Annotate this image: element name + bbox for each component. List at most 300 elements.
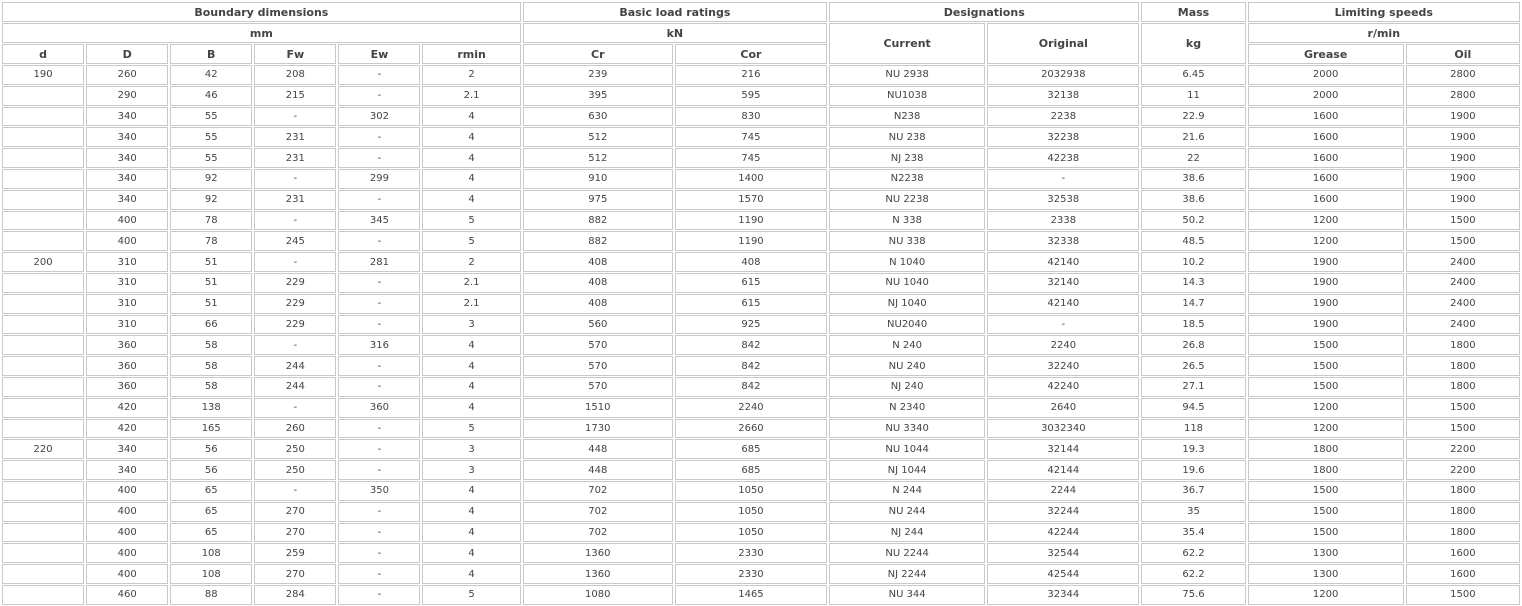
cell-Ew: - (338, 127, 420, 147)
cell-mass: 62.2 (1141, 543, 1245, 563)
cell-Ew: 345 (338, 211, 420, 231)
cell-D: 310 (86, 315, 168, 335)
cell-d: 190 (2, 65, 84, 85)
cell-Cr: 1360 (523, 564, 673, 584)
header-basic-load-ratings: Basic load ratings (523, 2, 827, 22)
cell-d (2, 127, 84, 147)
cell-original: 2238 (987, 107, 1139, 127)
cell-rmin: 4 (422, 169, 520, 189)
cell-original: 3032340 (987, 419, 1139, 439)
table-body (2, 65, 1520, 605)
cell-Cor: 685 (675, 460, 827, 480)
cell-D: 400 (86, 481, 168, 501)
cell-D: 360 (86, 356, 168, 376)
cell-Ew: - (338, 356, 420, 376)
cell-d (2, 273, 84, 293)
col-B: B (170, 44, 252, 64)
cell-rmin: 5 (422, 419, 520, 439)
cell-mass: 38.6 (1141, 169, 1245, 189)
cell-rmin: 2.1 (422, 86, 520, 106)
cell-Cr: 448 (523, 439, 673, 459)
cell-Ew: 350 (338, 481, 420, 501)
table-row (2, 294, 1520, 314)
cell-Cr: 512 (523, 148, 673, 168)
cell-mass: 62.2 (1141, 564, 1245, 584)
cell-current: N 338 (829, 211, 985, 231)
cell-original: 42244 (987, 523, 1139, 543)
table-row (2, 273, 1520, 293)
cell-original: 2032938 (987, 65, 1139, 85)
cell-Ew: - (338, 419, 420, 439)
table-row (2, 211, 1520, 231)
col-original: Original (987, 23, 1139, 64)
cell-Ew: - (338, 585, 420, 605)
cell-Cr: 1510 (523, 398, 673, 418)
cell-Cor: 1190 (675, 211, 827, 231)
cell-mass: 14.7 (1141, 294, 1245, 314)
bearing-spec-table (0, 1, 1522, 606)
col-rmin: rmin (422, 44, 520, 64)
cell-B: 65 (170, 523, 252, 543)
cell-Fw: 215 (254, 86, 336, 106)
cell-Cr: 239 (523, 65, 673, 85)
cell-grease: 1600 (1248, 169, 1404, 189)
cell-Cr: 630 (523, 107, 673, 127)
cell-Cor: 1465 (675, 585, 827, 605)
cell-Fw: 260 (254, 419, 336, 439)
cell-rmin: 4 (422, 377, 520, 397)
cell-current: N 2340 (829, 398, 985, 418)
table-row (2, 419, 1520, 439)
table-row (2, 398, 1520, 418)
cell-B: 108 (170, 543, 252, 563)
cell-grease: 1500 (1248, 377, 1404, 397)
unit-rpm: r/min (1248, 23, 1520, 43)
cell-B: 58 (170, 356, 252, 376)
cell-Cor: 1050 (675, 523, 827, 543)
cell-original: 32538 (987, 190, 1139, 210)
cell-Ew: 316 (338, 335, 420, 355)
cell-original: - (987, 169, 1139, 189)
cell-rmin: 4 (422, 148, 520, 168)
cell-current: N238 (829, 107, 985, 127)
cell-Cor: 2660 (675, 419, 827, 439)
cell-Cr: 702 (523, 481, 673, 501)
cell-rmin: 4 (422, 356, 520, 376)
cell-original: 32338 (987, 231, 1139, 251)
cell-Cor: 685 (675, 439, 827, 459)
cell-B: 66 (170, 315, 252, 335)
cell-d (2, 481, 84, 501)
cell-Cor: 1050 (675, 502, 827, 522)
table-row (2, 543, 1520, 563)
cell-d (2, 190, 84, 210)
table-row (2, 564, 1520, 584)
col-Cor: Cor (675, 44, 827, 64)
table-row (2, 335, 1520, 355)
cell-Cr: 512 (523, 127, 673, 147)
table-row (2, 107, 1520, 127)
cell-mass: 6.45 (1141, 65, 1245, 85)
cell-B: 92 (170, 169, 252, 189)
cell-rmin: 5 (422, 231, 520, 251)
cell-B: 55 (170, 148, 252, 168)
cell-Cr: 882 (523, 211, 673, 231)
cell-rmin: 4 (422, 564, 520, 584)
cell-mass: 26.8 (1141, 335, 1245, 355)
cell-mass: 11 (1141, 86, 1245, 106)
cell-mass: 48.5 (1141, 231, 1245, 251)
table-row (2, 523, 1520, 543)
cell-Cor: 842 (675, 335, 827, 355)
cell-Ew: - (338, 273, 420, 293)
cell-Cor: 1190 (675, 231, 827, 251)
cell-Cr: 408 (523, 294, 673, 314)
cell-original: 32244 (987, 502, 1139, 522)
cell-Cr: 1080 (523, 585, 673, 605)
cell-original: 2244 (987, 481, 1139, 501)
cell-mass: 18.5 (1141, 315, 1245, 335)
cell-original: 32240 (987, 356, 1139, 376)
cell-mass: 38.6 (1141, 190, 1245, 210)
cell-rmin: 4 (422, 107, 520, 127)
cell-oil: 2400 (1406, 315, 1520, 335)
cell-original: - (987, 315, 1139, 335)
cell-Cr: 560 (523, 315, 673, 335)
cell-mass: 50.2 (1141, 211, 1245, 231)
cell-Fw: - (254, 335, 336, 355)
cell-grease: 1500 (1248, 502, 1404, 522)
cell-Cor: 595 (675, 86, 827, 106)
cell-D: 310 (86, 252, 168, 272)
cell-grease: 1600 (1248, 127, 1404, 147)
cell-D: 260 (86, 65, 168, 85)
cell-grease: 1500 (1248, 523, 1404, 543)
cell-grease: 1800 (1248, 439, 1404, 459)
cell-original: 32544 (987, 543, 1139, 563)
cell-mass: 22 (1141, 148, 1245, 168)
cell-Cor: 1050 (675, 481, 827, 501)
table-row (2, 439, 1520, 459)
cell-Fw: - (254, 211, 336, 231)
cell-Ew: - (338, 564, 420, 584)
cell-grease: 1900 (1248, 252, 1404, 272)
cell-d (2, 398, 84, 418)
table-row (2, 460, 1520, 480)
cell-Ew: - (338, 460, 420, 480)
cell-grease: 2000 (1248, 86, 1404, 106)
cell-original: 42544 (987, 564, 1139, 584)
cell-D: 400 (86, 211, 168, 231)
cell-grease: 1600 (1248, 107, 1404, 127)
cell-B: 78 (170, 231, 252, 251)
cell-current: NU 2938 (829, 65, 985, 85)
cell-Ew: - (338, 190, 420, 210)
cell-Cor: 925 (675, 315, 827, 335)
table-row (2, 315, 1520, 335)
cell-d: 220 (2, 439, 84, 459)
cell-Fw: 229 (254, 273, 336, 293)
cell-original: 32344 (987, 585, 1139, 605)
cell-B: 42 (170, 65, 252, 85)
col-Cr: Cr (523, 44, 673, 64)
cell-rmin: 5 (422, 211, 520, 231)
cell-oil: 1800 (1406, 377, 1520, 397)
cell-grease: 1900 (1248, 294, 1404, 314)
cell-d (2, 315, 84, 335)
cell-oil: 1600 (1406, 564, 1520, 584)
cell-Ew: - (338, 543, 420, 563)
cell-rmin: 4 (422, 190, 520, 210)
cell-grease: 1500 (1248, 335, 1404, 355)
cell-current: N2238 (829, 169, 985, 189)
cell-grease: 1300 (1248, 543, 1404, 563)
cell-grease: 1200 (1248, 231, 1404, 251)
cell-Ew: - (338, 65, 420, 85)
cell-B: 51 (170, 273, 252, 293)
cell-d (2, 502, 84, 522)
col-D: D (86, 44, 168, 64)
cell-Cr: 1730 (523, 419, 673, 439)
header-limiting-speeds: Limiting speeds (1248, 2, 1520, 22)
cell-B: 78 (170, 211, 252, 231)
cell-Fw: 270 (254, 564, 336, 584)
cell-Fw: 244 (254, 356, 336, 376)
cell-B: 51 (170, 252, 252, 272)
cell-Fw: 244 (254, 377, 336, 397)
cell-current: NU 2244 (829, 543, 985, 563)
cell-mass: 94.5 (1141, 398, 1245, 418)
cell-Cor: 615 (675, 273, 827, 293)
cell-Cor: 2330 (675, 543, 827, 563)
cell-current: NU 1040 (829, 273, 985, 293)
cell-grease: 1600 (1248, 148, 1404, 168)
cell-d (2, 335, 84, 355)
table-row (2, 231, 1520, 251)
cell-Ew: 299 (338, 169, 420, 189)
cell-Fw: - (254, 252, 336, 272)
cell-Ew: 281 (338, 252, 420, 272)
cell-rmin: 2.1 (422, 294, 520, 314)
cell-rmin: 2 (422, 252, 520, 272)
cell-d: 200 (2, 252, 84, 272)
cell-oil: 2800 (1406, 65, 1520, 85)
cell-mass: 118 (1141, 419, 1245, 439)
cell-Ew: - (338, 315, 420, 335)
cell-d (2, 419, 84, 439)
cell-oil: 1800 (1406, 523, 1520, 543)
cell-D: 340 (86, 148, 168, 168)
cell-Fw: 284 (254, 585, 336, 605)
unit-kg: kg (1141, 23, 1245, 64)
cell-current: NU2040 (829, 315, 985, 335)
cell-B: 55 (170, 127, 252, 147)
cell-grease: 1500 (1248, 356, 1404, 376)
cell-original: 42140 (987, 294, 1139, 314)
cell-d (2, 356, 84, 376)
cell-B: 138 (170, 398, 252, 418)
cell-Fw: 208 (254, 65, 336, 85)
cell-oil: 1900 (1406, 190, 1520, 210)
cell-mass: 35 (1141, 502, 1245, 522)
cell-Cr: 882 (523, 231, 673, 251)
cell-Fw: 231 (254, 148, 336, 168)
cell-rmin: 2 (422, 65, 520, 85)
cell-current: N 244 (829, 481, 985, 501)
cell-original: 2338 (987, 211, 1139, 231)
cell-Ew: - (338, 294, 420, 314)
cell-Ew: - (338, 231, 420, 251)
header-mass: Mass (1141, 2, 1245, 22)
cell-mass: 21.6 (1141, 127, 1245, 147)
cell-Fw: - (254, 481, 336, 501)
cell-oil: 2400 (1406, 252, 1520, 272)
cell-Cor: 408 (675, 252, 827, 272)
cell-oil: 1500 (1406, 231, 1520, 251)
cell-rmin: 4 (422, 543, 520, 563)
cell-original: 42144 (987, 460, 1139, 480)
table-row (2, 86, 1520, 106)
cell-rmin: 3 (422, 439, 520, 459)
cell-grease: 1900 (1248, 273, 1404, 293)
cell-Ew: - (338, 523, 420, 543)
cell-Ew: - (338, 502, 420, 522)
cell-oil: 2200 (1406, 460, 1520, 480)
cell-B: 51 (170, 294, 252, 314)
col-Ew: Ew (338, 44, 420, 64)
cell-Fw: 250 (254, 460, 336, 480)
cell-Cor: 842 (675, 356, 827, 376)
cell-rmin: 4 (422, 127, 520, 147)
cell-Fw: 259 (254, 543, 336, 563)
cell-Fw: 231 (254, 190, 336, 210)
cell-d (2, 377, 84, 397)
col-d: d (2, 44, 84, 64)
cell-original: 32144 (987, 439, 1139, 459)
cell-d (2, 294, 84, 314)
cell-grease: 1600 (1248, 190, 1404, 210)
col-grease: Grease (1248, 44, 1404, 64)
cell-d (2, 169, 84, 189)
cell-original: 42240 (987, 377, 1139, 397)
table-row (2, 377, 1520, 397)
cell-Cr: 702 (523, 523, 673, 543)
header-boundary-dimensions: Boundary dimensions (2, 2, 521, 22)
cell-oil: 2200 (1406, 439, 1520, 459)
cell-current: NJ 2244 (829, 564, 985, 584)
cell-B: 58 (170, 377, 252, 397)
cell-D: 400 (86, 231, 168, 251)
cell-mass: 22.9 (1141, 107, 1245, 127)
cell-d (2, 543, 84, 563)
cell-oil: 2400 (1406, 273, 1520, 293)
cell-Ew: 360 (338, 398, 420, 418)
cell-mass: 36.7 (1141, 481, 1245, 501)
table-row (2, 252, 1520, 272)
cell-Fw: 270 (254, 502, 336, 522)
cell-grease: 1200 (1248, 398, 1404, 418)
cell-Cr: 570 (523, 335, 673, 355)
header-designations: Designations (829, 2, 1139, 22)
cell-oil: 1500 (1406, 211, 1520, 231)
cell-oil: 1800 (1406, 481, 1520, 501)
cell-Fw: 245 (254, 231, 336, 251)
table-row (2, 356, 1520, 376)
cell-Cr: 570 (523, 377, 673, 397)
cell-oil: 1800 (1406, 502, 1520, 522)
table-header (2, 2, 1520, 64)
cell-current: NJ 1044 (829, 460, 985, 480)
cell-Cor: 615 (675, 294, 827, 314)
cell-D: 400 (86, 543, 168, 563)
cell-Ew: - (338, 377, 420, 397)
cell-Fw: 250 (254, 439, 336, 459)
cell-current: NU 3340 (829, 419, 985, 439)
cell-current: NJ 244 (829, 523, 985, 543)
cell-Cr: 702 (523, 502, 673, 522)
cell-Fw: 231 (254, 127, 336, 147)
cell-oil: 1800 (1406, 335, 1520, 355)
cell-current: NU 238 (829, 127, 985, 147)
cell-B: 88 (170, 585, 252, 605)
cell-current: N 240 (829, 335, 985, 355)
cell-current: NU 344 (829, 585, 985, 605)
cell-oil: 1800 (1406, 356, 1520, 376)
cell-grease: 1500 (1248, 481, 1404, 501)
cell-mass: 19.3 (1141, 439, 1245, 459)
cell-B: 65 (170, 502, 252, 522)
table-row (2, 585, 1520, 605)
cell-Cr: 408 (523, 252, 673, 272)
cell-D: 460 (86, 585, 168, 605)
cell-mass: 19.6 (1141, 460, 1245, 480)
cell-Ew: - (338, 86, 420, 106)
cell-B: 108 (170, 564, 252, 584)
cell-oil: 1500 (1406, 585, 1520, 605)
cell-rmin: 4 (422, 481, 520, 501)
cell-original: 2240 (987, 335, 1139, 355)
unit-mm: mm (2, 23, 521, 43)
cell-rmin: 3 (422, 460, 520, 480)
cell-Cor: 216 (675, 65, 827, 85)
cell-Cor: 1400 (675, 169, 827, 189)
cell-Fw: - (254, 169, 336, 189)
cell-D: 340 (86, 107, 168, 127)
unit-kn: kN (523, 23, 827, 43)
cell-original: 2640 (987, 398, 1139, 418)
cell-Cor: 2330 (675, 564, 827, 584)
cell-D: 420 (86, 398, 168, 418)
cell-B: 92 (170, 190, 252, 210)
col-current: Current (829, 23, 985, 64)
table-row (2, 481, 1520, 501)
cell-Ew: - (338, 439, 420, 459)
cell-B: 56 (170, 460, 252, 480)
cell-D: 340 (86, 439, 168, 459)
cell-D: 310 (86, 273, 168, 293)
cell-current: N 1040 (829, 252, 985, 272)
cell-rmin: 2.1 (422, 273, 520, 293)
cell-original: 42140 (987, 252, 1139, 272)
cell-Cr: 1360 (523, 543, 673, 563)
cell-Cor: 2240 (675, 398, 827, 418)
cell-B: 56 (170, 439, 252, 459)
cell-oil: 1900 (1406, 148, 1520, 168)
col-Fw: Fw (254, 44, 336, 64)
cell-mass: 75.6 (1141, 585, 1245, 605)
cell-d (2, 211, 84, 231)
cell-D: 360 (86, 335, 168, 355)
